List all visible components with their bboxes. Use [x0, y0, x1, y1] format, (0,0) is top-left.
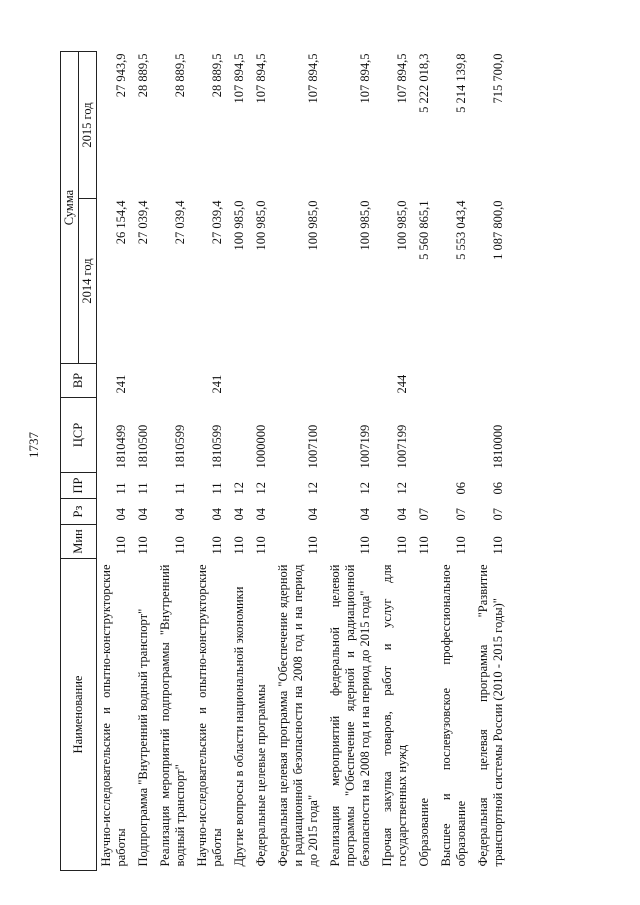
- row-min: 110: [395, 536, 409, 555]
- row-min: 110: [254, 536, 268, 555]
- row-sum-2015: 28 889,5: [136, 53, 150, 98]
- row-rz: 04: [136, 508, 150, 521]
- row-name: Образование: [417, 797, 431, 867]
- row-rz: 04: [210, 508, 224, 521]
- row-name: Федеральная целевая программа "Обеспечение ядерной и радиационной безопасности на 2008 год и на период до 2015 года": [276, 564, 320, 867]
- row-sum-2015: 107 894,5: [358, 53, 372, 104]
- row-pr: 12: [232, 482, 246, 495]
- row-min: 110: [358, 536, 372, 555]
- row-sum-2015: 5 214 139,8: [454, 53, 468, 113]
- row-rz: 07: [491, 508, 505, 521]
- header-sum: Сумма: [61, 52, 79, 364]
- row-min: 110: [210, 536, 224, 555]
- row-pr: 11: [114, 482, 128, 495]
- row-sum-2015: 28 889,5: [173, 53, 187, 98]
- row-csr: 1810599: [210, 424, 224, 469]
- row-csr: [230, 398, 252, 473]
- header-csr: ЦСР: [61, 398, 97, 473]
- row-name: Федеральные целевые программы: [254, 684, 268, 867]
- row-pr: 11: [136, 482, 150, 495]
- row-pr: 12: [395, 482, 409, 495]
- row-sum-2014: 27 039,4: [173, 200, 187, 245]
- row-name: Федеральная целевая программа "Развитие транспортной системы России (2010 - 2015 годы)": [476, 564, 505, 867]
- header-pr: ПР: [61, 473, 97, 499]
- row-name: Научно-исследовательские и опытно-конструкторские работы: [195, 564, 224, 867]
- row-sum-2014: 100 985,0: [254, 200, 268, 251]
- row-vr: [230, 364, 252, 398]
- table-header: [61, 52, 97, 871]
- row-pr: 12: [254, 482, 268, 495]
- row-rz: 07: [417, 508, 431, 521]
- row-min: 110: [454, 536, 468, 555]
- row-sum-2015: 107 894,5: [232, 53, 246, 104]
- row-name: Научно-исследовательские и опытно-конструкторские работы: [99, 564, 128, 867]
- row-min: 110: [417, 536, 431, 555]
- row-name: Реализация мероприятий федеральной целевой программы "Обеспечение ядерной и радиационной безопасности на 2008 год и на период до 2015 года": [328, 564, 372, 867]
- row-min: 110: [114, 536, 128, 555]
- table-row: [415, 52, 437, 871]
- row-vr: 241: [210, 374, 224, 394]
- row-name: Прочая закупка товаров, работ и услуг для государственных нужд: [380, 564, 409, 867]
- header-name: Наименование: [61, 559, 97, 871]
- row-sum-2014: 5 553 043,4: [454, 200, 468, 260]
- row-vr: 244: [395, 374, 409, 394]
- table-row: [274, 52, 326, 871]
- row-rz: 04: [395, 508, 409, 521]
- table-row: [134, 52, 156, 871]
- header-rz: Рз: [61, 499, 97, 525]
- row-min: 110: [491, 536, 505, 555]
- row-sum-2014: 100 985,0: [232, 200, 246, 251]
- header-vr: ВР: [61, 364, 97, 398]
- table-row: [252, 52, 274, 871]
- row-vr: [134, 364, 156, 398]
- row-sum-2014: 100 985,0: [358, 200, 372, 251]
- row-csr: 1000000: [254, 424, 268, 469]
- row-sum-2015: 27 943,9: [114, 53, 128, 98]
- row-rz: 04: [114, 508, 128, 521]
- table-row: [378, 52, 415, 871]
- table-row: [437, 52, 474, 871]
- row-pr: 06: [454, 482, 468, 495]
- table-row: [326, 52, 378, 871]
- row-min: 110: [173, 536, 187, 555]
- row-sum-2015: 5 222 018,3: [417, 53, 431, 113]
- row-pr: [415, 473, 437, 499]
- row-pr: 12: [306, 482, 320, 495]
- row-vr: [252, 364, 274, 398]
- row-sum-2015: 28 889,5: [210, 53, 224, 98]
- row-sum-2015: 715 700,0: [491, 53, 505, 104]
- row-sum-2014: 26 154,4: [114, 200, 128, 245]
- row-vr: [474, 364, 511, 398]
- row-rz: 04: [173, 508, 187, 521]
- row-pr: 06: [491, 482, 505, 495]
- row-pr: 11: [173, 482, 187, 495]
- row-csr: 1007199: [358, 424, 372, 469]
- row-rz: 04: [232, 508, 246, 521]
- row-vr: [274, 364, 326, 398]
- row-sum-2014: 100 985,0: [306, 200, 320, 251]
- row-csr: 1810500: [136, 424, 150, 469]
- row-vr: [437, 364, 474, 398]
- row-min: 110: [232, 536, 246, 555]
- row-rz: 04: [358, 508, 372, 521]
- row-csr: [437, 398, 474, 473]
- table-body: [97, 52, 512, 871]
- row-rz: 04: [254, 508, 268, 521]
- row-pr: 12: [358, 482, 372, 495]
- page-number: 1737: [26, 432, 41, 458]
- row-vr: 241: [114, 374, 128, 394]
- row-rz: 04: [306, 508, 320, 521]
- row-csr: 1810599: [173, 424, 187, 469]
- row-sum-2014: 5 560 865,1: [417, 200, 431, 260]
- row-csr: 1810499: [114, 424, 128, 469]
- row-name: Реализация мероприятий подпрограммы "Внутренний водный транспорт": [158, 564, 187, 867]
- row-csr: 1810000: [491, 424, 505, 469]
- row-sum-2014: 1 087 800,0: [491, 200, 505, 260]
- row-name: Другие вопросы в области национальной экономики: [232, 586, 246, 867]
- row-name: Высшее и послевузовское профессиональное образование: [439, 564, 468, 867]
- row-min: 110: [306, 536, 320, 555]
- row-sum-2015: 107 894,5: [306, 53, 320, 104]
- header-min: Мин: [61, 525, 97, 559]
- row-name: Подпрограмма "Внутренний водный транспорт": [136, 608, 150, 867]
- table-row: [474, 52, 511, 871]
- row-sum-2014: 27 039,4: [136, 200, 150, 245]
- row-sum-2015: 107 894,5: [395, 53, 409, 104]
- row-vr: [326, 364, 378, 398]
- row-rz: 07: [454, 508, 468, 521]
- budget-table: [60, 51, 511, 871]
- row-pr: 11: [210, 482, 224, 495]
- row-sum-2015: 107 894,5: [254, 53, 268, 104]
- row-csr: [415, 398, 437, 473]
- table-row: [193, 52, 230, 871]
- header-2014: 2014 год: [79, 199, 97, 364]
- row-sum-2014: 27 039,4: [210, 200, 224, 245]
- row-vr: [415, 364, 437, 398]
- header-2015: 2015 год: [79, 52, 97, 199]
- row-sum-2014: 100 985,0: [395, 200, 409, 251]
- row-min: 110: [136, 536, 150, 555]
- row-csr: 1007199: [395, 424, 409, 469]
- row-csr: 1007100: [306, 424, 320, 469]
- table-row: [230, 52, 252, 871]
- table-row: [156, 52, 193, 871]
- table-row: [97, 52, 135, 871]
- row-vr: [156, 364, 193, 398]
